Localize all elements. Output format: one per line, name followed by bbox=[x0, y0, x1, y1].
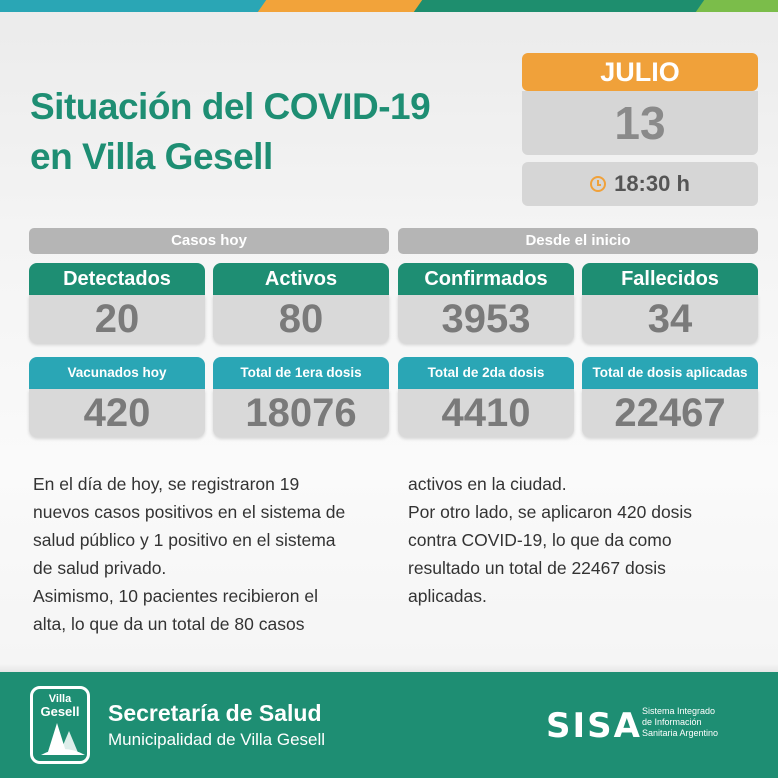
stat-label: Total de dosis aplicadas bbox=[582, 357, 758, 389]
sisa-description: Sistema Integrado de Información Sanitaria Argentino bbox=[642, 706, 719, 738]
page-title bbox=[30, 82, 430, 182]
body-line: aplicadas. bbox=[408, 586, 487, 606]
logo-line-2: Gesell bbox=[40, 704, 80, 719]
stat-card-fallecidos bbox=[582, 263, 758, 343]
footer bbox=[0, 672, 778, 778]
section-today-header: Casos hoy bbox=[29, 228, 389, 254]
title-line-2: en Villa Gesell bbox=[30, 136, 273, 177]
stat-card-total-dosis bbox=[582, 357, 758, 437]
body-line: resultado un total de 22467 dosis bbox=[408, 558, 666, 578]
body-line: alta, lo que da un total de 80 casos bbox=[33, 614, 305, 634]
secretaria-title: Secretaría de Salud bbox=[108, 700, 322, 726]
stat-card-confirmados bbox=[398, 263, 574, 343]
stat-label: Total de 2da dosis bbox=[398, 357, 574, 389]
stat-value: 18076 bbox=[213, 389, 389, 437]
stat-card-detectados bbox=[29, 263, 205, 343]
stat-value: 22467 bbox=[582, 389, 758, 437]
body-line: activos en la ciudad. bbox=[408, 474, 567, 494]
stat-card-vacunados-hoy bbox=[29, 357, 205, 437]
title-line-1: Situación del COVID-19 bbox=[30, 86, 431, 127]
stat-value: 3953 bbox=[398, 295, 574, 343]
villa-gesell-logo bbox=[30, 686, 90, 764]
stat-value: 80 bbox=[213, 295, 389, 343]
body-text-col-1 bbox=[33, 470, 393, 638]
section-since-start-header: Desde el inicio bbox=[398, 228, 758, 254]
body-text-col-2 bbox=[408, 470, 748, 610]
body-line: Asimismo, 10 pacientes recibieron el bbox=[33, 586, 318, 606]
date-month: JULIO bbox=[522, 53, 758, 91]
body-line: En el día de hoy, se registraron 19 bbox=[33, 474, 300, 494]
top-stripes bbox=[0, 0, 778, 14]
body-line: contra COVID-19, lo que da como bbox=[408, 530, 672, 550]
municipalidad-subtitle: Municipalidad de Villa Gesell bbox=[108, 730, 326, 749]
body-line: nuevos casos positivos en el sistema de bbox=[33, 502, 346, 522]
stat-value: 34 bbox=[582, 295, 758, 343]
stat-card-primera-dosis bbox=[213, 357, 389, 437]
stat-value: 20 bbox=[29, 295, 205, 343]
tree-icon bbox=[39, 715, 87, 757]
stat-card-segunda-dosis bbox=[398, 357, 574, 437]
body-line: salud público y 1 positivo en el sistema bbox=[33, 530, 336, 550]
report-time-value: 18:30 h bbox=[614, 171, 690, 196]
stat-value: 420 bbox=[29, 389, 205, 437]
date-day: 13 bbox=[522, 91, 758, 155]
stat-label: Detectados bbox=[29, 263, 205, 295]
clock-icon bbox=[590, 176, 606, 192]
stat-label: Vacunados hoy bbox=[29, 357, 205, 389]
stat-label: Confirmados bbox=[398, 263, 574, 295]
body-line: de salud privado. bbox=[33, 558, 167, 578]
stat-label: Fallecidos bbox=[582, 263, 758, 295]
stat-value: 4410 bbox=[398, 389, 574, 437]
stat-card-activos bbox=[213, 263, 389, 343]
stat-label: Activos bbox=[213, 263, 389, 295]
sisa-logo: SISA bbox=[546, 706, 642, 746]
report-time bbox=[522, 162, 758, 206]
body-line: Por otro lado, se aplicaron 420 dosis bbox=[408, 502, 693, 522]
logo-line-1: Villa bbox=[48, 693, 72, 705]
stat-label: Total de 1era dosis bbox=[213, 357, 389, 389]
